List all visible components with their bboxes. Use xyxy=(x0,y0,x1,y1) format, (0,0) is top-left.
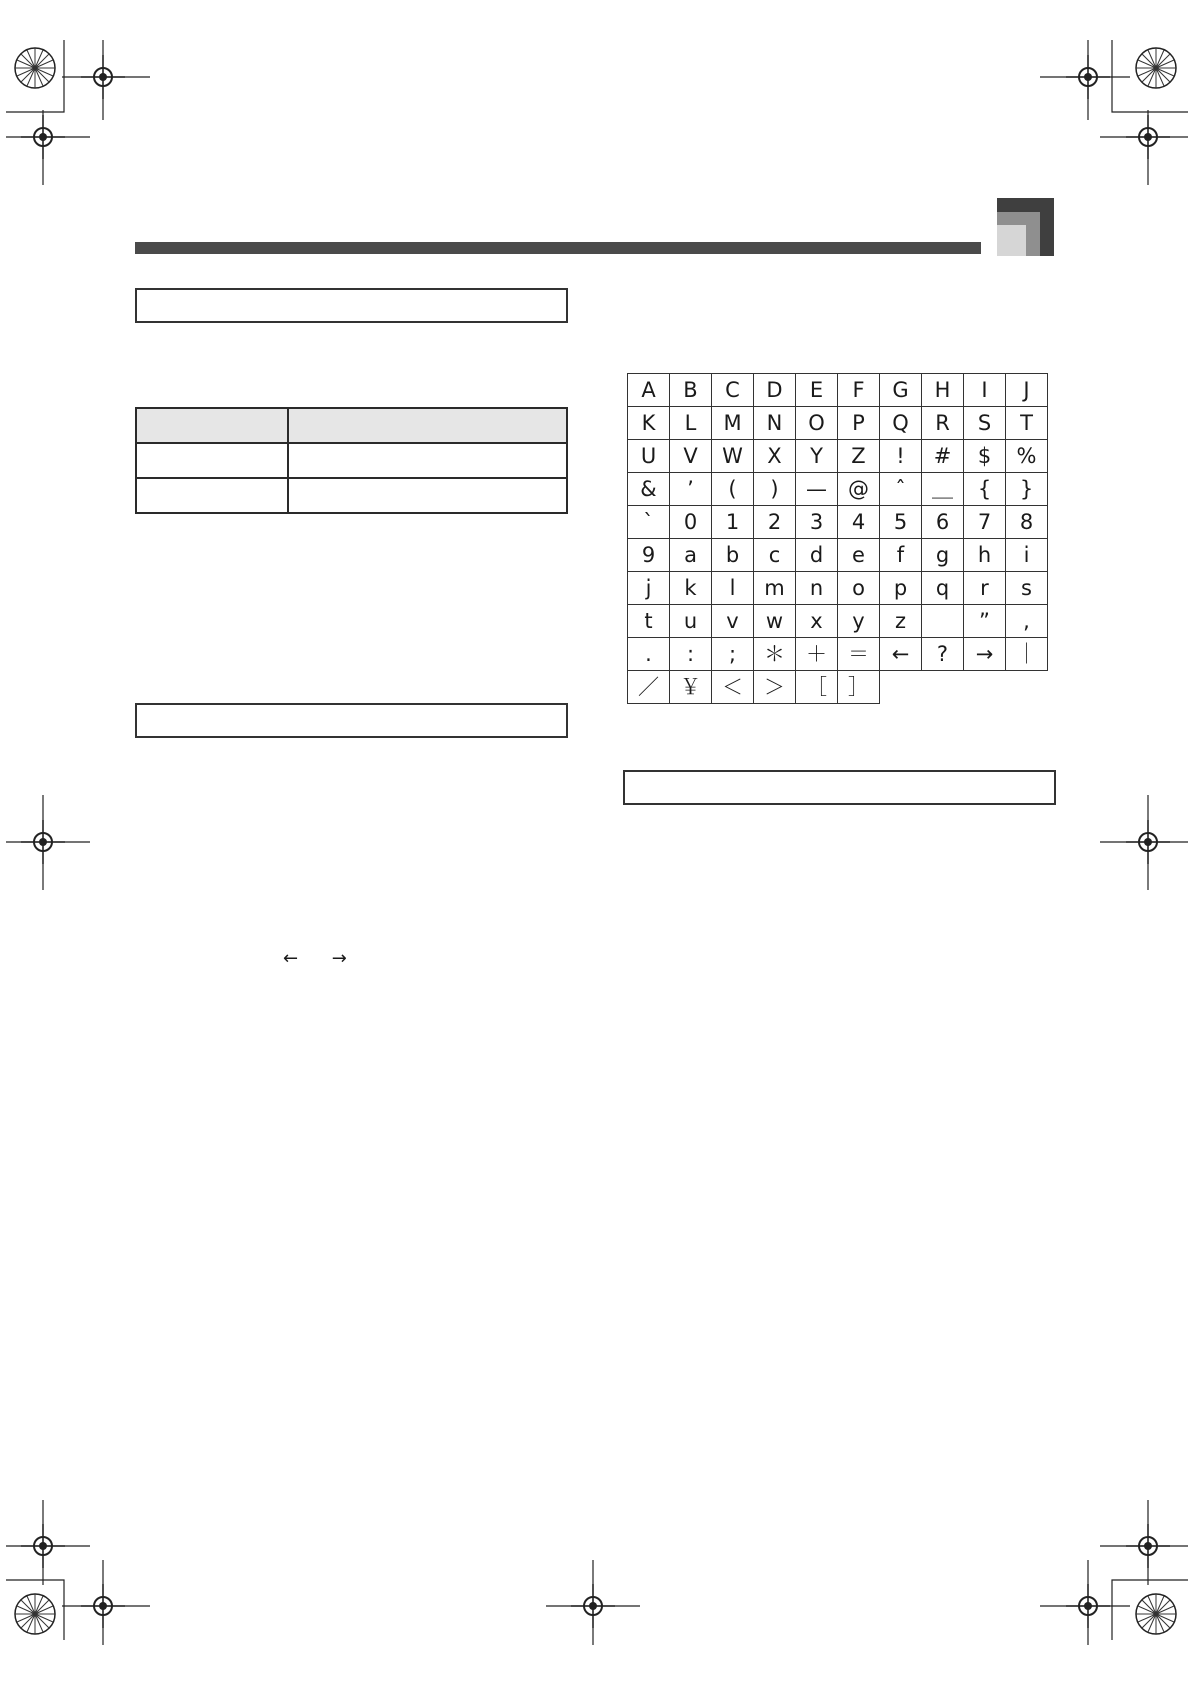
char-cell: C xyxy=(712,374,754,407)
char-cell: g xyxy=(922,539,964,572)
char-cell: ＞ xyxy=(754,671,796,704)
char-cell: o xyxy=(838,572,880,605)
char-cell: h xyxy=(964,539,1006,572)
char-cell: A xyxy=(628,374,670,407)
sunburst-mark xyxy=(15,1594,55,1634)
char-cell: p xyxy=(880,572,922,605)
char-cell: x xyxy=(796,605,838,638)
registration-mark xyxy=(81,1584,125,1628)
char-cell: D xyxy=(754,374,796,407)
char-cell: 3 xyxy=(796,506,838,539)
char-cell: 8 xyxy=(1006,506,1048,539)
registration-mark xyxy=(1126,1524,1170,1568)
char-cell: ˆ xyxy=(880,473,922,506)
registration-mark xyxy=(571,1584,615,1628)
char-cell: G xyxy=(880,374,922,407)
arrow-keys-text: ← → xyxy=(283,948,361,969)
char-cell: ! xyxy=(880,440,922,473)
sunburst-mark xyxy=(1136,1594,1176,1634)
char-cell: z xyxy=(880,605,922,638)
char-cell: ＊ xyxy=(754,638,796,671)
char-cell: L xyxy=(670,407,712,440)
char-cell: q xyxy=(922,572,964,605)
char-cell: W xyxy=(712,440,754,473)
char-cell: U xyxy=(628,440,670,473)
char-cell: ＜ xyxy=(712,671,754,704)
char-cell: m xyxy=(754,572,796,605)
char-cell: ) xyxy=(754,473,796,506)
char-cell: 6 xyxy=(922,506,964,539)
char-cell: d xyxy=(796,539,838,572)
char-cell: ＿ xyxy=(922,473,964,506)
char-cell: — xyxy=(796,473,838,506)
registration-mark xyxy=(21,1524,65,1568)
char-cell: ; xyxy=(712,638,754,671)
char-cell: ［ xyxy=(796,671,838,704)
char-cell: H xyxy=(922,374,964,407)
char-cell: , xyxy=(1006,605,1048,638)
char-cell: 0 xyxy=(670,506,712,539)
char-cell: V xyxy=(670,440,712,473)
char-cell: Z xyxy=(838,440,880,473)
char-cell: M xyxy=(712,407,754,440)
registration-mark xyxy=(81,55,125,99)
char-cell: ／ xyxy=(628,671,670,704)
char-cell: @ xyxy=(838,473,880,506)
registration-mark xyxy=(1126,115,1170,159)
crop-lines xyxy=(6,40,1188,1645)
char-cell: s xyxy=(1006,572,1048,605)
registration-mark xyxy=(21,115,65,159)
char-cell: c xyxy=(754,539,796,572)
char-cell: e xyxy=(838,539,880,572)
char-cell: R xyxy=(922,407,964,440)
char-cell: . xyxy=(628,638,670,671)
char-cell: Y xyxy=(796,440,838,473)
char-cell: k xyxy=(670,572,712,605)
char-cell: ｜ xyxy=(1006,638,1048,671)
char-cell: j xyxy=(628,572,670,605)
char-cell: 5 xyxy=(880,506,922,539)
char-cell: F xyxy=(838,374,880,407)
char-cell: ? xyxy=(922,638,964,671)
registration-mark xyxy=(1066,1584,1110,1628)
char-cell: O xyxy=(796,407,838,440)
char-cell: E xyxy=(796,374,838,407)
char-cell: n xyxy=(796,572,838,605)
char-cell: v xyxy=(712,605,754,638)
registration-mark xyxy=(1126,820,1170,864)
char-cell: l xyxy=(712,572,754,605)
char-cell: S xyxy=(964,407,1006,440)
char-cell: T xyxy=(1006,407,1048,440)
char-cell: { xyxy=(964,473,1006,506)
char-cell: B xyxy=(670,374,712,407)
sunburst-mark xyxy=(15,48,55,88)
char-cell: w xyxy=(754,605,796,638)
char-cell: P xyxy=(838,407,880,440)
char-cell: t xyxy=(628,605,670,638)
char-cell: } xyxy=(1006,473,1048,506)
char-cell: 9 xyxy=(628,539,670,572)
char-cell: ` xyxy=(628,506,670,539)
char-cell: y xyxy=(838,605,880,638)
char-cell: f xyxy=(880,539,922,572)
char-cell: ” xyxy=(964,605,1006,638)
registration-mark xyxy=(1066,55,1110,99)
char-cell: → xyxy=(964,638,1006,671)
char-cell: N xyxy=(754,407,796,440)
char-cell: ( xyxy=(712,473,754,506)
registration-mark xyxy=(21,820,65,864)
char-cell: ￥ xyxy=(670,671,712,704)
char-cell: # xyxy=(922,440,964,473)
char-cell: ＝ xyxy=(838,638,880,671)
char-cell: Q xyxy=(880,407,922,440)
char-cell: I xyxy=(964,374,1006,407)
char-cell: u xyxy=(670,605,712,638)
char-cell: X xyxy=(754,440,796,473)
char-cell: 4 xyxy=(838,506,880,539)
char-cell: J xyxy=(1006,374,1048,407)
char-cell: r xyxy=(964,572,1006,605)
char-cell: K xyxy=(628,407,670,440)
char-cell: i xyxy=(1006,539,1048,572)
char-cell: ＋ xyxy=(796,638,838,671)
char-cell: a xyxy=(670,539,712,572)
char-cell: $ xyxy=(964,440,1006,473)
char-cell: % xyxy=(1006,440,1048,473)
char-cell: ← xyxy=(880,638,922,671)
char-cell: 7 xyxy=(964,506,1006,539)
char-cell: b xyxy=(712,539,754,572)
char-cell: : xyxy=(670,638,712,671)
sunburst-mark xyxy=(1136,48,1176,88)
char-cell: & xyxy=(628,473,670,506)
char-cell: ’ xyxy=(670,473,712,506)
char-cell: 2 xyxy=(754,506,796,539)
char-cell: ］ xyxy=(838,671,880,704)
char-cell: 1 xyxy=(712,506,754,539)
